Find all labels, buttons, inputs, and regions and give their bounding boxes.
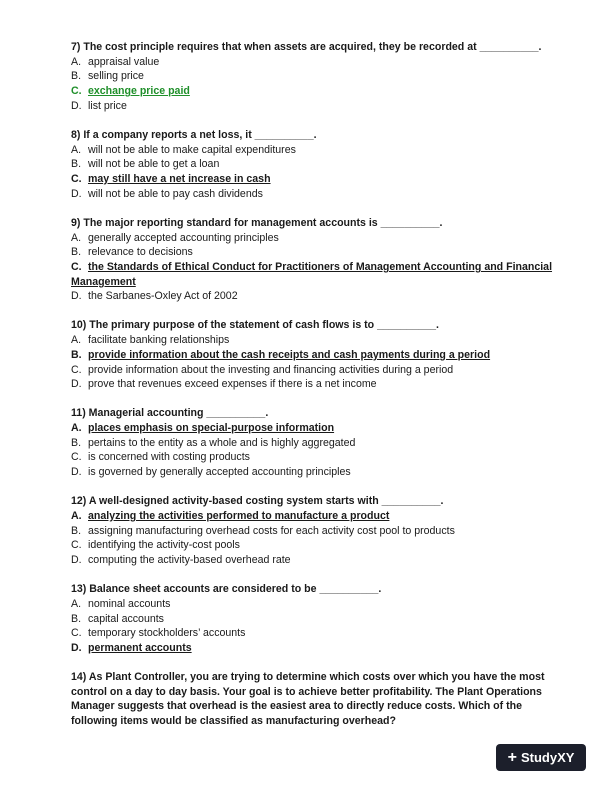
- option-text: selling price: [88, 70, 144, 83]
- option-text: exchange price paid: [88, 85, 190, 98]
- option-letter: C.: [71, 539, 82, 552]
- question-block: [71, 318, 571, 392]
- answer-option: [71, 538, 571, 553]
- option-letter: D.: [71, 466, 82, 479]
- option-text: pertains to the entity as a whole and is highly aggregated: [88, 436, 356, 449]
- question-block: [71, 406, 571, 480]
- option-text: will not be able to make capital expenditures: [88, 143, 296, 156]
- option-letter: D.: [71, 378, 82, 391]
- option-text: assigning manufacturing overhead costs for each activity cost pool to products: [88, 524, 455, 537]
- answer-option: [71, 612, 571, 627]
- option-text: provide information about the cash receipts and cash payments during a period: [88, 348, 491, 361]
- option-text: the Standards of Ethical Conduct for Practitioners of Management Accounting and Financial Management: [71, 260, 553, 288]
- option-letter: C.: [71, 363, 82, 376]
- question-stem: 9) The major reporting standard for management accounts is __________.: [71, 216, 443, 229]
- option-text: prove that revenues exceed expenses if there is a net income: [88, 378, 377, 391]
- question-stem: 12) A well-designed activity-based costing system starts with __________.: [71, 495, 444, 508]
- question-block: [71, 582, 571, 656]
- option-text: relevance to decisions: [88, 246, 193, 259]
- option-text: facilitate banking relationships: [88, 334, 230, 347]
- answer-option: [71, 143, 571, 158]
- question-block: [71, 216, 571, 304]
- option-letter: B.: [71, 436, 82, 449]
- option-text: list price: [88, 99, 127, 112]
- answer-option: [71, 69, 571, 84]
- answer-option-correct: [71, 260, 571, 289]
- option-text: capital accounts: [88, 612, 164, 625]
- option-letter: B.: [71, 158, 82, 171]
- option-letter: C.: [71, 627, 82, 640]
- answer-option: [71, 333, 571, 348]
- option-letter: C.: [71, 451, 82, 464]
- question-block: [71, 40, 571, 114]
- option-letter: A.: [71, 597, 82, 610]
- option-letter: B.: [71, 612, 82, 625]
- question-stem: 8) If a company reports a net loss, it __________.: [71, 128, 317, 141]
- answer-option: [71, 157, 571, 172]
- question-block: [71, 128, 571, 202]
- option-letter: B.: [71, 348, 82, 361]
- answer-option: [71, 597, 571, 612]
- answer-option: [71, 377, 571, 392]
- option-text: analyzing the activities performed to manufacture a product: [88, 509, 390, 522]
- option-letter: A.: [71, 55, 82, 68]
- option-text: is governed by generally accepted accounting principles: [88, 466, 351, 479]
- document-body: [71, 40, 571, 743]
- answer-option: [71, 436, 571, 451]
- option-text: places emphasis on special-purpose information: [88, 422, 335, 435]
- option-text: computing the activity-based overhead rate: [88, 554, 291, 567]
- answer-option: [71, 245, 571, 260]
- option-letter: B.: [71, 246, 82, 259]
- option-letter: D.: [71, 641, 82, 654]
- option-letter: C.: [71, 260, 82, 273]
- option-text: temporary stockholders’ accounts: [88, 627, 246, 640]
- answer-option: [71, 55, 571, 70]
- answer-option: [71, 289, 571, 304]
- question-block: [71, 670, 571, 729]
- option-letter: D.: [71, 187, 82, 200]
- logo-text-xy: XY: [557, 750, 575, 765]
- answer-option-correct: [71, 641, 571, 656]
- plus-icon: +: [507, 748, 517, 766]
- option-letter: A.: [71, 143, 82, 156]
- answer-option: [71, 231, 571, 246]
- option-text: appraisal value: [88, 55, 160, 68]
- option-letter: A.: [71, 422, 82, 435]
- option-letter: A.: [71, 509, 82, 522]
- option-text: nominal accounts: [88, 597, 171, 610]
- option-text: the Sarbanes-Oxley Act of 2002: [88, 290, 238, 303]
- option-letter: D.: [71, 290, 82, 303]
- option-text: permanent accounts: [88, 641, 192, 654]
- question-block: [71, 494, 571, 568]
- answer-option: [71, 524, 571, 539]
- question-stem: 7) The cost principle requires that when assets are acquired, they be recorded at __________.: [71, 41, 542, 53]
- option-letter: A.: [71, 231, 82, 244]
- answer-option-correct: [71, 84, 571, 99]
- answer-option: [71, 465, 571, 480]
- option-letter: D.: [71, 99, 82, 112]
- option-letter: B.: [71, 70, 82, 83]
- option-text: will not be able to get a loan: [88, 158, 220, 171]
- answer-option-correct: [71, 348, 571, 363]
- option-letter: C.: [71, 173, 82, 186]
- answer-option-correct: [71, 421, 571, 436]
- answer-option: [71, 553, 571, 568]
- answer-option: [71, 363, 571, 378]
- answer-option-correct: [71, 172, 571, 187]
- logo-text: [521, 750, 574, 765]
- logo-text-study: Study: [520, 750, 558, 765]
- question-stem: 11) Managerial accounting __________.: [71, 407, 269, 420]
- option-text: is concerned with costing products: [88, 451, 250, 464]
- answer-option: [71, 626, 571, 641]
- answer-option: [71, 450, 571, 465]
- question-stem: 10) The primary purpose of the statement of cash flows is to __________.: [71, 319, 439, 332]
- option-text: identifying the activity-cost pools: [88, 539, 240, 552]
- answer-option-correct: [71, 509, 571, 524]
- option-text: will not be able to pay cash dividends: [88, 187, 263, 200]
- option-text: generally accepted accounting principles: [88, 231, 279, 244]
- option-text: provide information about the investing and financing activities during a period: [88, 363, 454, 376]
- question-stem: 13) Balance sheet accounts are considered to be __________.: [71, 583, 382, 596]
- answer-option: [71, 99, 571, 114]
- studyxy-logo: [496, 744, 586, 771]
- option-text: may still have a net increase in cash: [88, 173, 271, 186]
- answer-option: [71, 187, 571, 202]
- option-letter: A.: [71, 334, 82, 347]
- option-letter: D.: [71, 554, 82, 567]
- question-stem: 14) As Plant Controller, you are trying to determine which costs over which you have the most control on a day to day basis. Your goal is to achieve better profitability. The Plant Operations Manager suggests that overhead is the easiest area to directly reduce costs. Which of the following items would be classified as manufacturing overhead?: [71, 671, 545, 728]
- option-letter: C.: [71, 85, 82, 98]
- option-letter: B.: [71, 524, 82, 537]
